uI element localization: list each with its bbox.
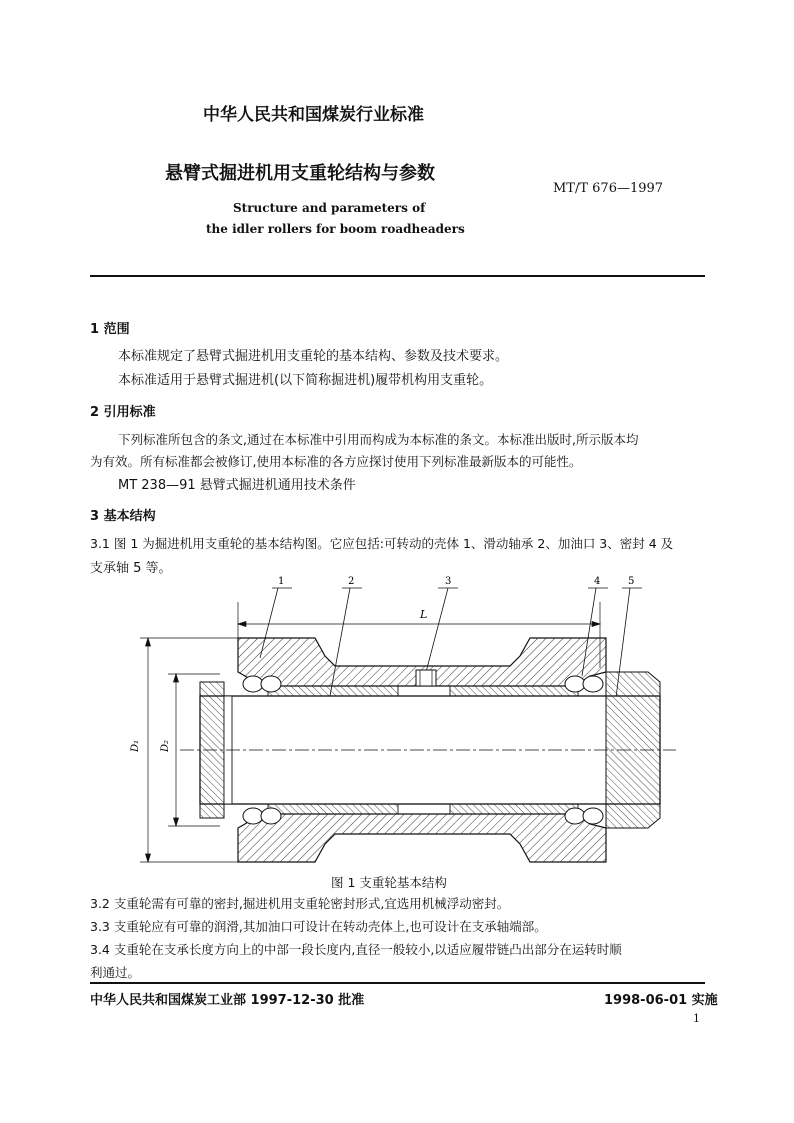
clause-3-1-line2: 支承轴 5 等。 <box>90 561 172 576</box>
clause-3-4-line2: 利通过。 <box>90 965 141 980</box>
dimension-D1-label: D₁ <box>130 739 141 752</box>
section-1-paragraph-1: 本标准规定了悬臂式掘进机用支重轮的基本结构、参数及技术要求。 <box>118 349 509 364</box>
callout-5: 5 <box>628 576 635 587</box>
bushing-top-right <box>450 686 578 696</box>
dimension-D2-label: D₂ <box>160 739 171 752</box>
standard-code: MT/T 676—1997 <box>553 181 664 196</box>
approval-note: 中华人民共和国煤炭工业部 1997-12-30 批准 <box>90 993 365 1008</box>
org-title: 中华人民共和国煤炭行业标准 <box>203 105 424 125</box>
page-number: 1 <box>693 1012 700 1025</box>
section-3-heading: 3 基本结构 <box>90 509 156 524</box>
bushing-bottom-left <box>268 804 398 814</box>
clause-3-4-line1: 3.4 支重轮在支承长度方向上的中部一段长度内,直径一般较小,以适应履带链凸出部分在运转时顺 <box>90 942 622 957</box>
effective-date: 1998-06-01 实施 <box>604 993 718 1008</box>
footer-rule <box>90 982 705 984</box>
callout-1: 1 <box>278 576 285 587</box>
roller-shell-bottom <box>238 814 606 862</box>
bushing-bottom-right <box>450 804 578 814</box>
dimension-L-label: L <box>420 608 428 621</box>
clause-3-3: 3.3 支重轮应有可靠的润滑,其加油口可设计在转动壳体上,也可设计在支承轴端部。 <box>90 919 547 934</box>
section-2-paragraph-line2: 为有效。所有标准都会被修订,使用本标准的各方应探讨使用下列标准最新版本的可能性。 <box>90 454 582 469</box>
section-1-paragraph-2: 本标准适用于悬臂式掘进机(以下简称掘进机)履带机构用支重轮。 <box>118 373 493 388</box>
section-1-heading: 1 范围 <box>90 322 130 337</box>
english-title-line2: the idler rollers for boom roadheaders <box>206 222 465 236</box>
figure-caption: 图 1 支重轮基本结构 <box>331 875 447 890</box>
section-2-reference: MT 238—91 悬臂式掘进机通用技术条件 <box>118 478 356 493</box>
section-2-heading: 2 引用标准 <box>90 405 156 420</box>
section-2-paragraph-line1: 下列标准所包含的条文,通过在本标准中引用而构成为本标准的条文。本标准出版时,所示版本均 <box>118 432 639 447</box>
callout-4: 4 <box>594 576 601 587</box>
doc-title: 悬臂式掘进机用支重轮结构与参数 <box>165 163 435 184</box>
callout-3: 3 <box>445 576 452 587</box>
header-rule <box>90 275 705 277</box>
english-title-line1: Structure and parameters of <box>233 201 426 215</box>
clause-3-1-line1: 3.1 图 1 为掘进机用支重轮的基本结构图。它应包括:可转动的壳体 1、滑动轴承 2、加油口 3、密封 4 及 <box>90 536 674 551</box>
clause-3-2: 3.2 支重轮需有可靠的密封,掘进机用支重轮密封形式,宜选用机械浮动密封。 <box>90 896 510 911</box>
bushing-top-left <box>268 686 398 696</box>
oil-port <box>416 670 436 686</box>
roller-structure-diagram <box>120 572 680 872</box>
callout-2: 2 <box>348 576 355 587</box>
